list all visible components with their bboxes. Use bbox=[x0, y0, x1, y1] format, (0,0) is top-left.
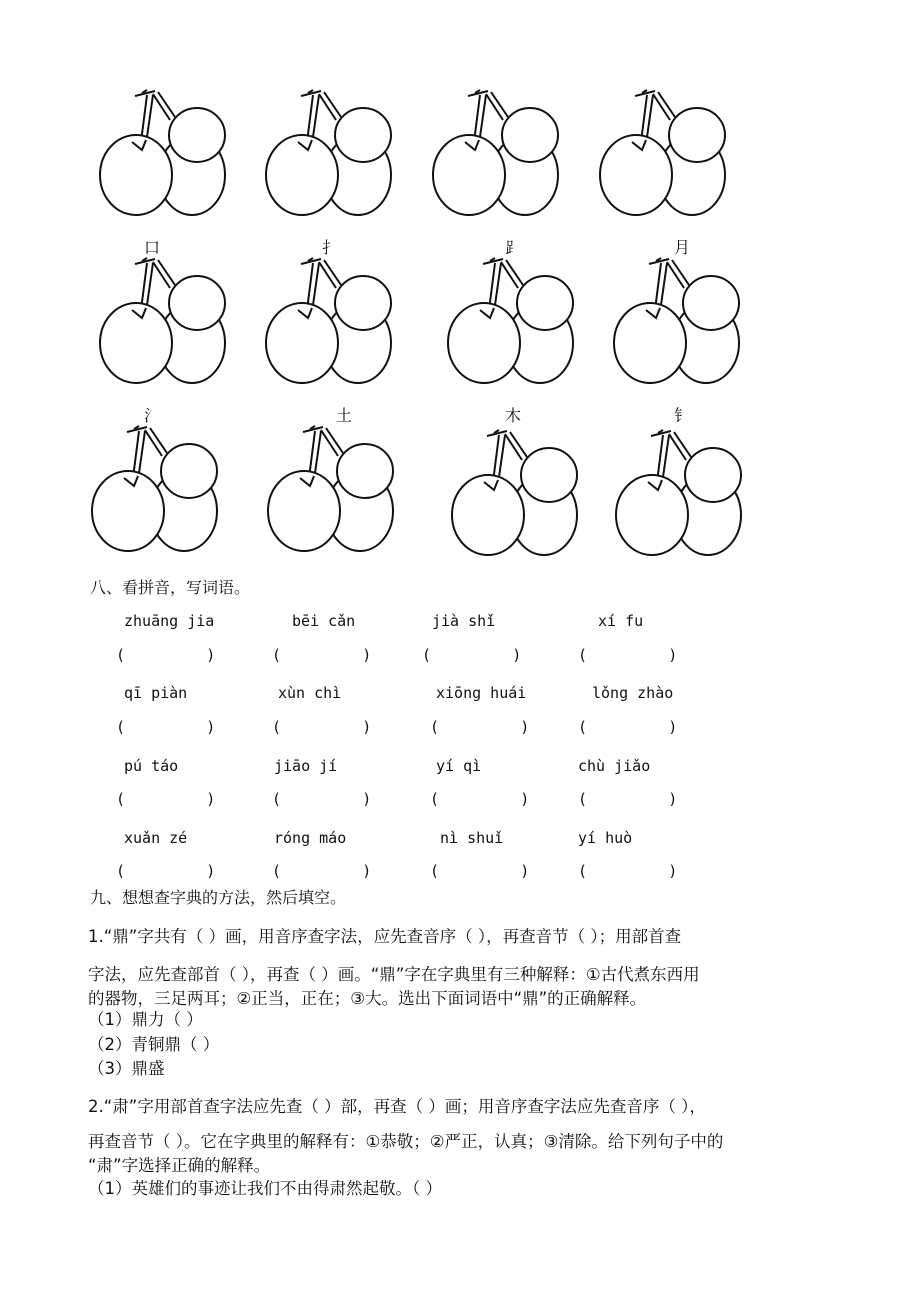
pinyin-label: jià shǐ bbox=[432, 612, 496, 630]
answer-blank[interactable]: ( ) bbox=[272, 646, 372, 664]
cherry-icon bbox=[452, 430, 577, 555]
answer-blank[interactable]: ( ) bbox=[578, 646, 678, 664]
answer-blank[interactable]: ( ) bbox=[116, 646, 216, 664]
pinyin-label: xuǎn zé bbox=[124, 829, 188, 847]
answer-blank[interactable]: ( ) bbox=[578, 862, 678, 880]
pinyin-label: nì shuǐ bbox=[440, 829, 504, 847]
question-2-line: 2.“肃”字用部首查字法应先查（ ）部，再查（ ）画；用音序查字法应先查音序（ ）， bbox=[88, 1097, 706, 1116]
answer-blank[interactable]: ( ) bbox=[430, 718, 530, 736]
cherry-grid bbox=[0, 0, 920, 560]
pinyin-label: lǒng zhào bbox=[592, 684, 674, 702]
radical-label: 口 bbox=[144, 238, 161, 257]
pinyin-label: pú táo bbox=[124, 757, 179, 775]
answer-blank[interactable]: ( ) bbox=[272, 790, 372, 808]
cherry-icon bbox=[616, 430, 741, 555]
pinyin-label: xùn chì bbox=[278, 684, 342, 702]
cherry-icon bbox=[266, 90, 391, 215]
question-1-item: （1）鼎力（ ） bbox=[88, 1010, 203, 1029]
cherry-icon bbox=[92, 426, 217, 551]
answer-blank[interactable]: ( ) bbox=[272, 862, 372, 880]
question-2-item: （1）英雄们的事迹让我们不由得肃然起敬。（ ） bbox=[88, 1179, 442, 1198]
radical-label: 土 bbox=[336, 406, 353, 425]
question-1-item: （2）青铜鼎（ ） bbox=[88, 1035, 220, 1054]
cherry-icon bbox=[600, 90, 725, 215]
pinyin-label: jiāo jí bbox=[274, 757, 338, 775]
question-1-line: 1.“鼎”字共有（ ）画，用音序查字法，应先查音序（ ），再查音节（ ）；用部首查 bbox=[88, 927, 682, 946]
section-8-title: 八、看拼音，写词语。 bbox=[90, 578, 251, 597]
pinyin-label: zhuāng jia bbox=[124, 612, 215, 630]
pinyin-label: qī piàn bbox=[124, 684, 188, 702]
answer-blank[interactable]: ( ) bbox=[272, 718, 372, 736]
radical-label: 月 bbox=[674, 238, 691, 257]
answer-blank[interactable]: ( ) bbox=[430, 790, 530, 808]
pinyin-label: xí fu bbox=[598, 612, 644, 630]
pinyin-label: yí qì bbox=[436, 757, 482, 775]
cherry-icon bbox=[100, 90, 225, 215]
answer-blank[interactable]: ( ) bbox=[116, 718, 216, 736]
answer-blank[interactable]: ( ) bbox=[422, 646, 522, 664]
question-2-line: 再查音节（ ）。它在字典里的解释有：①恭敬；②严正，认真；③清除。给下列句子中的 bbox=[88, 1132, 724, 1151]
question-1-line: 的器物，三足两耳；②正当，正在；③大。选出下面词语中“鼎”的正确解释。 bbox=[88, 989, 647, 1008]
pinyin-label: chù jiǎo bbox=[578, 757, 651, 775]
question-1-line: 字法，应先查部首（ ），再查（ ）画。“鼎”字在字典里有三种解释：①古代煮东西用 bbox=[88, 965, 700, 984]
radical-label: ⻊ bbox=[505, 238, 522, 257]
question-2-line: “肃”字选择正确的解释。 bbox=[88, 1156, 271, 1175]
answer-blank[interactable]: ( ) bbox=[116, 790, 216, 808]
radical-label: 木 bbox=[505, 406, 522, 425]
cherry-icon bbox=[268, 426, 393, 551]
answer-blank[interactable]: ( ) bbox=[578, 718, 678, 736]
radical-label: 钅 bbox=[674, 406, 691, 425]
cherry-icon bbox=[433, 90, 558, 215]
cherry-icon bbox=[100, 258, 225, 383]
pinyin-label: xiōng huái bbox=[436, 684, 527, 702]
radical-label: 氵 bbox=[144, 406, 161, 425]
cherry-icon bbox=[266, 258, 391, 383]
question-1-item: （3）鼎盛 bbox=[88, 1059, 165, 1078]
section-9-title: 九、想想查字典的方法，然后填空。 bbox=[90, 888, 347, 907]
answer-blank[interactable]: ( ) bbox=[116, 862, 216, 880]
cherry-icon bbox=[448, 258, 573, 383]
pinyin-label: yí huò bbox=[578, 829, 633, 847]
pinyin-label: bēi cǎn bbox=[292, 612, 356, 630]
cherry-icon bbox=[614, 258, 739, 383]
answer-blank[interactable]: ( ) bbox=[430, 862, 530, 880]
radical-label: 扌 bbox=[322, 238, 339, 257]
answer-blank[interactable]: ( ) bbox=[578, 790, 678, 808]
pinyin-label: róng máo bbox=[274, 829, 347, 847]
